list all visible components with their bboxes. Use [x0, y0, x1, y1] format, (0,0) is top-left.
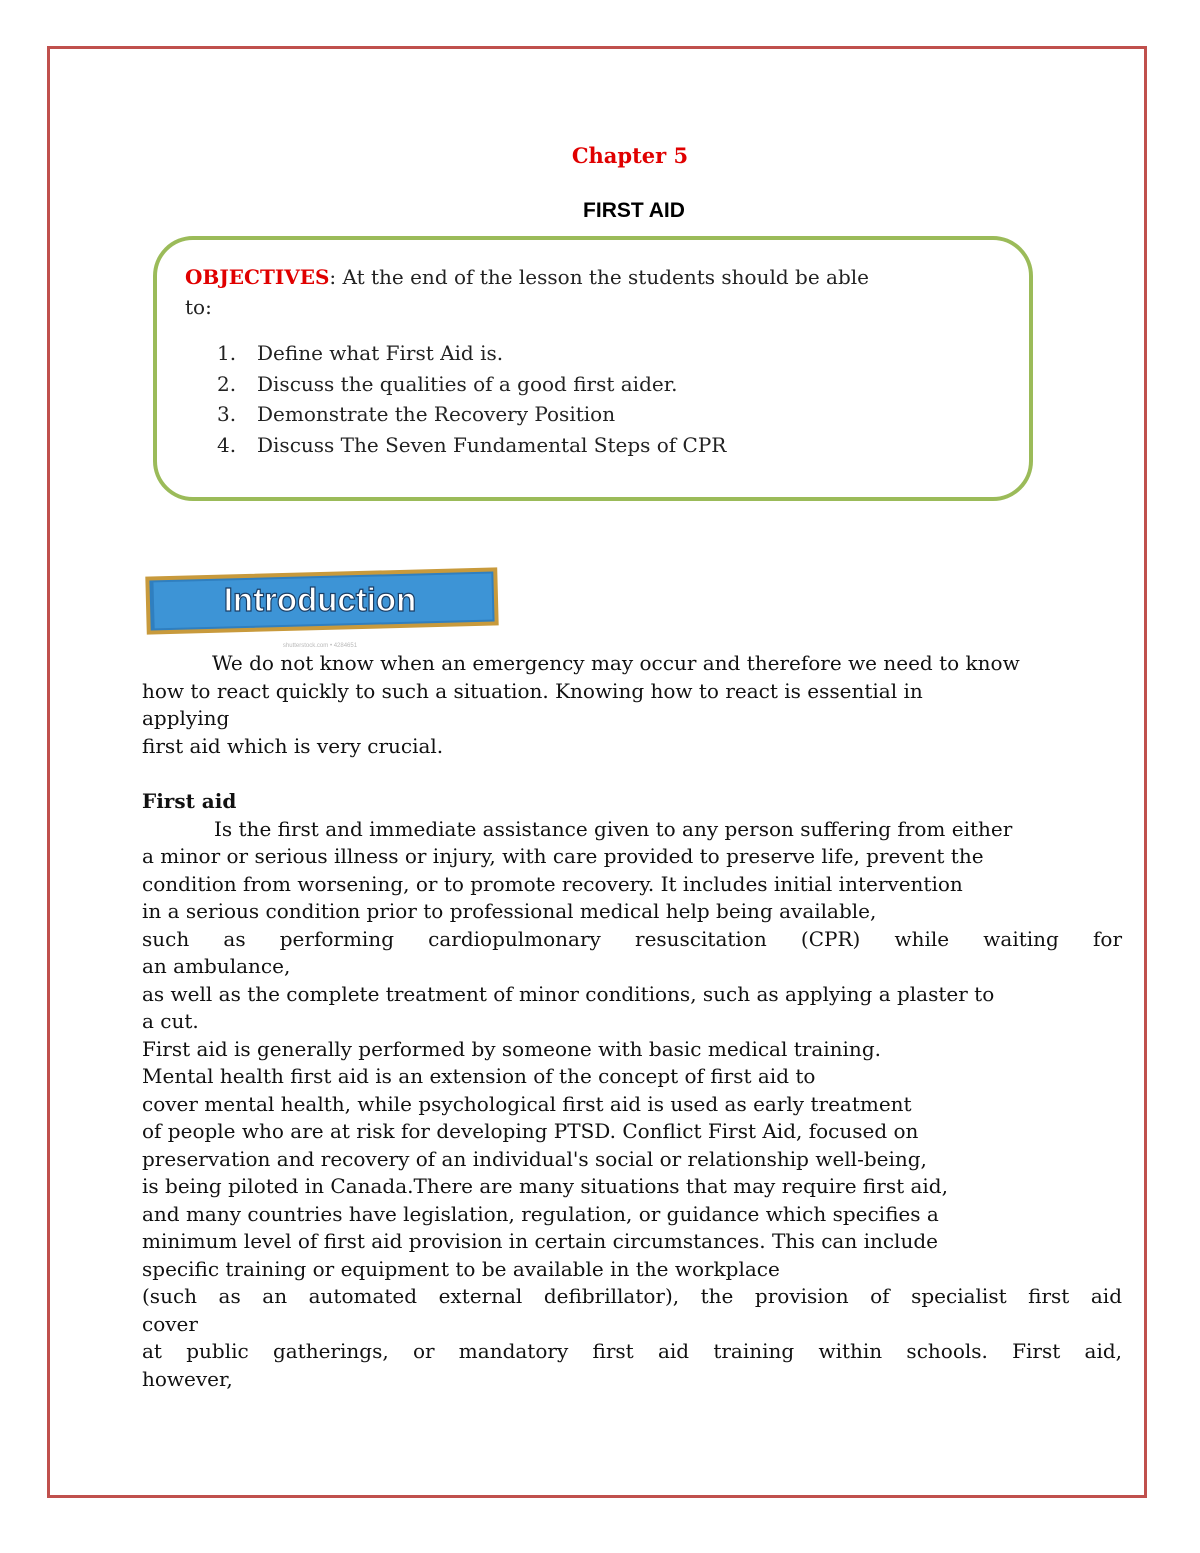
- objectives-list: [217, 338, 726, 460]
- body-line: is being piloted in Canada.There are many situations that may require first aid,: [142, 1174, 948, 1198]
- chapter-number: Chapter 5: [571, 143, 689, 168]
- intro-line: We do not know when an emergency may occur and therefore we need to know: [212, 651, 1020, 675]
- body-line: (such as an automated external defibrillator), the provision of specialist first aid: [142, 1284, 1122, 1308]
- body-line: of people who are at risk for developing PTSD. Conflict First Aid, focused on: [142, 1119, 919, 1143]
- body-line: specific training or equipment to be available in the workplace: [142, 1256, 780, 1281]
- intro-line: how to react quickly to such a situation. Knowing how to react is essential in: [142, 678, 923, 703]
- objective-text: Demonstrate the Recovery Position: [257, 402, 616, 426]
- introduction-banner-label: Introduction: [223, 581, 417, 618]
- body-line: condition from worsening, or to promote recovery. It includes initial intervention: [142, 871, 963, 896]
- body-line: such as performing cardiopulmonary resuscitation (CPR) while waiting for: [142, 926, 1122, 951]
- body-line: Is the first and immediate assistance given to any person suffering from either: [214, 816, 1013, 841]
- banner-watermark: shutterstock.com • 4284651: [282, 643, 358, 649]
- objective-number: 4.: [217, 432, 237, 457]
- objective-item: [217, 369, 726, 400]
- objective-number: 2.: [217, 371, 237, 396]
- objective-number: 1.: [217, 341, 237, 365]
- body-line: First aid is generally performed by someone with basic medical training.: [142, 1036, 881, 1061]
- body-line: as well as the complete treatment of minor conditions, such as applying a plaster to: [142, 981, 995, 1006]
- objectives-intro: [185, 262, 1005, 322]
- intro-line: applying: [142, 706, 230, 730]
- body-line: however,: [142, 1366, 233, 1391]
- introduction-banner: [144, 566, 504, 650]
- objective-item: [217, 399, 726, 430]
- objectives-intro-text: : At the end of the lesson the students should be able: [329, 265, 869, 289]
- objective-text: Discuss The Seven Fundamental Steps of CPR: [257, 432, 727, 457]
- body-line: a cut.: [142, 1009, 199, 1033]
- objectives-label: OBJECTIVES: [185, 265, 330, 289]
- objectives-intro-cont: to:: [185, 295, 212, 319]
- body-line: and many countries have legislation, regulation, or guidance which specifies a: [142, 1201, 939, 1226]
- body-line: Mental health first aid is an extension of the concept of first aid to: [142, 1064, 816, 1088]
- body-line: a minor or serious illness or injury, with care provided to preserve life, prevent the: [142, 844, 984, 868]
- body-line: cover mental health, while psychological first aid is used as early treatment: [142, 1091, 912, 1116]
- body-line: cover: [142, 1311, 198, 1336]
- objective-number: 3.: [217, 402, 237, 426]
- objective-item: [217, 338, 726, 369]
- body-text: [142, 650, 1122, 1393]
- objective-text: Discuss the qualities of a good first aider.: [257, 371, 678, 396]
- objective-item: [217, 430, 726, 461]
- body-line: minimum level of first aid provision in certain circumstances. This can include: [142, 1229, 938, 1253]
- body-line: at public gatherings, or mandatory first aid training within schools. First aid,: [142, 1339, 1122, 1363]
- page-title: FIRST AID: [583, 199, 685, 222]
- body-line: an ambulance,: [142, 954, 291, 978]
- section-heading: First aid: [142, 789, 237, 813]
- body-line: preservation and recovery of an individual's social or relationship well-being,: [142, 1146, 927, 1171]
- objective-text: Define what First Aid is.: [257, 341, 504, 365]
- intro-line: first aid which is very crucial.: [142, 733, 444, 758]
- body-line: in a serious condition prior to professional medical help being available,: [142, 899, 877, 923]
